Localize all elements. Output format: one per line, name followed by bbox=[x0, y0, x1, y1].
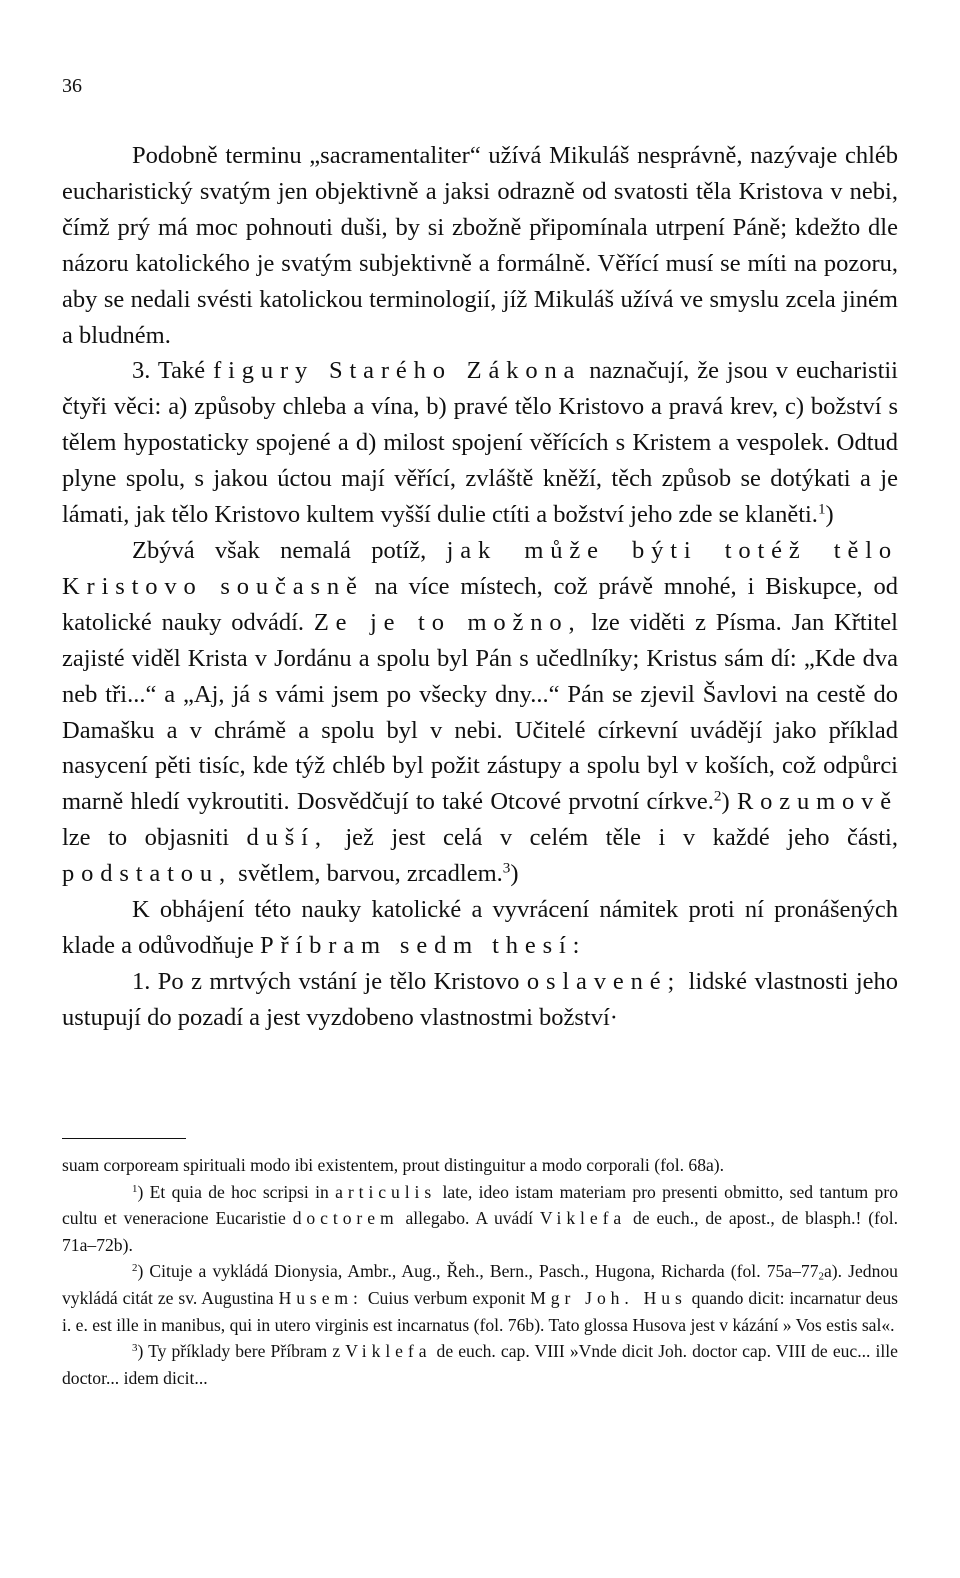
text-run: a). Jednou vykládá citát ze sv. Augustina bbox=[62, 1261, 898, 1308]
text-run: lidské vlastnosti jeho ustupují do pozadí a jest vyzdobeno vlastnostmi božství· bbox=[62, 967, 898, 1031]
text-run: 3. Také bbox=[132, 357, 214, 385]
footnote bbox=[62, 1338, 898, 1391]
spaced-emphasis-text: Mgr Joh. Hus bbox=[530, 1287, 687, 1308]
spaced-emphasis-text: doctorem bbox=[292, 1208, 399, 1229]
text-run: ) Cituje a vykládá Dionysia, Ambr., Aug., Řeh., Bern., Pasch., Hugona, Richarda (fol. 75a–77 bbox=[137, 1261, 819, 1282]
spaced-emphasis-text: Rozumově bbox=[736, 788, 898, 816]
spaced-emphasis-text: jak může býti totéž tělo Kristovo současně bbox=[62, 536, 898, 600]
footnote-marker: 2 bbox=[132, 1262, 138, 1275]
subscript-text: 2 bbox=[818, 1271, 824, 1284]
body-paragraph bbox=[62, 964, 898, 1036]
text-run: ) bbox=[721, 788, 737, 816]
footnote-marker: 2 bbox=[713, 787, 722, 805]
spaced-emphasis-text: figury Starého Zákona bbox=[213, 357, 582, 385]
text-run: 1. Po z mrtvých vstání je tělo Kristovo bbox=[132, 967, 527, 995]
footnote-continuation bbox=[62, 1152, 898, 1179]
text-run: allegabo. A uvádí bbox=[398, 1208, 540, 1229]
spaced-emphasis-text: Viklefa bbox=[345, 1341, 432, 1362]
text-run: jež jest celá v celém těle i v každé jeho části, bbox=[327, 824, 898, 852]
text-run: světlem, barvou, zrcadlem. bbox=[232, 860, 503, 888]
text-run: Zbývá však nemalá potíž, bbox=[132, 536, 447, 564]
spaced-emphasis-text: podstatou, bbox=[62, 860, 232, 888]
text-run: quando dicit: incarnatur deus i. e. est ille in manibus, qui in utero virginis est incarnatus (fol. 76b). Tato glossa Husova jest v kázání » Vos estis sal«. bbox=[62, 1287, 899, 1335]
text-run: Podobně terminu „sacramentaliter“ užívá Mikuláš nesprávně, nazývaje chléb eucharistický svatým jen objektivně a jaksi odrazně od svatosti těla Kristova v nebi, čímž prý má moc pohnouti duši, by si zbožně připomínala utrpení Páně; kdežto dle názoru katolického je svatým subjektivně a formálně. Věřící musí se míti na pozoru, aby se nedali svésti katolickou terminologií, jíž Mikuláš užívá ve smyslu zcela jiném a bludném. bbox=[62, 142, 898, 349]
text-run: ) bbox=[510, 860, 519, 888]
text-run: lze to objasniti bbox=[62, 824, 247, 852]
footnote-marker: 3 bbox=[502, 859, 511, 877]
footnote-marker: 1 bbox=[132, 1182, 138, 1195]
footnotes bbox=[62, 1152, 898, 1391]
spaced-emphasis-text: duší, bbox=[246, 824, 328, 852]
text-run: ) Ty příklady bere Příbram z bbox=[137, 1341, 346, 1362]
spaced-emphasis-text: Husem: bbox=[278, 1287, 363, 1308]
page-number: 36 bbox=[62, 75, 82, 97]
footnote-separator bbox=[62, 1138, 186, 1139]
text-run: late, ideo istam materiam pro presenti obmitto, sed tantum pro cultu et veneracione Eucaristie bbox=[62, 1181, 899, 1229]
text-run: ) Et quia de hoc scripsi in bbox=[137, 1181, 336, 1202]
text-run: ) bbox=[825, 501, 834, 529]
text-run: de euch., de apost., de blasph.! (fol. 71a–72b). bbox=[62, 1208, 898, 1255]
spaced-emphasis-text: articulis bbox=[335, 1181, 437, 1202]
body-paragraph bbox=[62, 892, 898, 964]
text-run: na více místech, což právě mnohé, i Biskupce, od katolické nauky odvádí. bbox=[62, 572, 899, 636]
text-run: de euch. cap. VIII »Vnde dicit Joh. doctor cap. VIII de euc... ille doctor... idem dicit... bbox=[62, 1341, 898, 1388]
body-paragraph bbox=[62, 353, 898, 533]
text-run: suam corpoream spirituali modo ibi existentem, prout distinguitur a modo corporali (fol. 68a). bbox=[62, 1155, 725, 1175]
text-run: Cuius verbum exponit bbox=[362, 1287, 531, 1308]
spaced-emphasis-text: Ze je to možno, bbox=[313, 608, 582, 636]
main-text bbox=[62, 138, 898, 1036]
text-run: lze viděti z Písma. Jan Křtitel zajisté viděl Krista v Jordánu a spolu byl Pán s učedlníky; Kristus sám dí: „Kde dva neb tři...“ a „Aj, já s vámi jsem po všecky dny...“ Pán se zjevil Šavlovi na cestě do Damašku a v chrámě a spolu byl v nebi. Učitelé církevní uvádějí jako příklad nasycení pěti tisíc, kde týž chléb byl požit zástupy a spolu byl v koších, což odpůrci marně hledí vykroutiti. Dosvědčují to také Otcové prvotní církve. bbox=[62, 608, 898, 816]
body-paragraph bbox=[62, 138, 898, 353]
spaced-emphasis-text: Příbram sedm thesí: bbox=[260, 931, 587, 959]
footnote-marker: 3 bbox=[132, 1342, 138, 1355]
footnote bbox=[62, 1179, 898, 1259]
text-run: naznačují, že jsou v eucharistii čtyři věci: a) způsoby chleba a vína, b) pravé tělo Kristovo a pravá krev, c) božství s tělem hypostaticky spojené a d) milost spojení věřících s Kristem a vespolek. Odtud plyne spolu, s jakou úctou mají věřící, zvláště kněží, těch způsob se dotýkati a je lámati, jak tělo Kristovo kultem vyšší dulie ctíti a božství jeho zde se klaněti. bbox=[62, 357, 898, 529]
footnote bbox=[62, 1258, 898, 1338]
spaced-emphasis-text: Viklefa bbox=[539, 1208, 627, 1229]
spaced-emphasis-text: oslavené; bbox=[526, 967, 682, 995]
body-paragraph bbox=[62, 533, 898, 892]
footnote-marker: 1 bbox=[817, 500, 826, 518]
text-run: K obhájení této nauky katolické a vyvrácení námitek proti ní pronášených klade a odůvodňuje bbox=[62, 896, 898, 959]
